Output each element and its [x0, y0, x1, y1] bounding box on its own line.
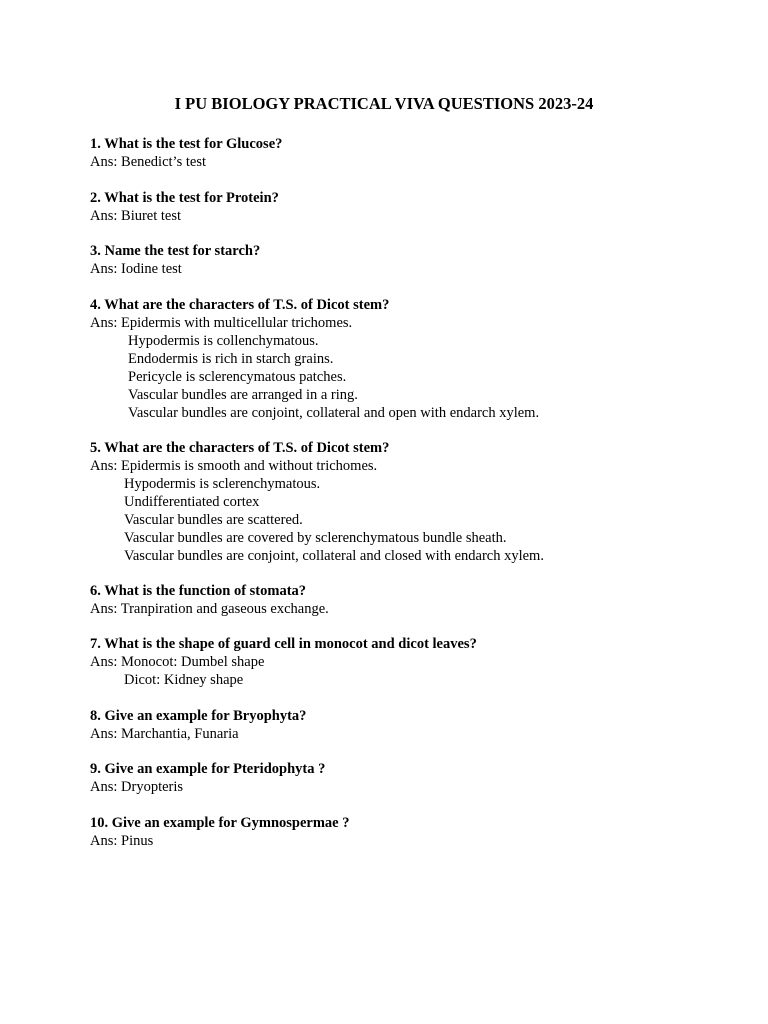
- qa-item-10: [90, 814, 730, 850]
- question-text: 10. Give an example for Gymnospermae ?: [90, 815, 350, 831]
- document-title: I PU BIOLOGY PRACTICAL VIVA QUESTIONS 2023-24: [174, 94, 594, 113]
- qa-item-1: [90, 135, 730, 171]
- answer-text: Ans: Dryopteris: [90, 779, 184, 795]
- question-text: 9. Give an example for Pteridophyta ?: [90, 761, 326, 777]
- answer-continuation-line: Undifferentiated cortex: [124, 494, 260, 510]
- answer-continuation-line: Vascular bundles are covered by sclerenchymatous bundle sheath.: [124, 530, 507, 546]
- answer-continuation-line: Vascular bundles are conjoint, collateral and closed with endarch xylem.: [124, 548, 544, 564]
- question-text: 6. What is the function of stomata?: [90, 583, 307, 599]
- qa-item-2: [90, 189, 730, 225]
- answer-text: Ans: Iodine test: [90, 261, 182, 277]
- answer-continuation-line: Vascular bundles are arranged in a ring.: [128, 387, 358, 403]
- answer-text: Ans: Tranpiration and gaseous exchange.: [90, 601, 329, 617]
- answer-text: Ans: Epidermis is smooth and without trichomes.: [90, 458, 378, 474]
- answer-continuation-line: Dicot: Kidney shape: [124, 672, 244, 688]
- question-text: 3. Name the test for starch?: [90, 243, 261, 259]
- qa-item-8: [90, 707, 730, 743]
- answer-text: Ans: Benedict’s test: [90, 154, 206, 170]
- answer-continuation-line: Vascular bundles are conjoint, collateral and open with endarch xylem.: [128, 405, 540, 421]
- answer-continuation-line: Endodermis is rich in starch grains.: [128, 351, 334, 367]
- question-text: 4. What are the characters of T.S. of Dicot stem?: [90, 297, 390, 313]
- answer-continuation-line: Hypodermis is collenchymatous.: [128, 333, 319, 349]
- answer-text: Ans: Monocot: Dumbel shape: [90, 654, 265, 670]
- qa-item-6: [90, 582, 730, 618]
- question-text: 8. Give an example for Bryophyta?: [90, 708, 307, 724]
- answer-text: Ans: Pinus: [90, 833, 154, 849]
- qa-item-7: [90, 635, 730, 689]
- question-text: 7. What is the shape of guard cell in monocot and dicot leaves?: [90, 636, 477, 652]
- qa-item-5: [90, 439, 730, 565]
- qa-item-3: [90, 242, 730, 278]
- answer-continuation-line: Hypodermis is sclerenchymatous.: [124, 476, 321, 492]
- answer-text: Ans: Biuret test: [90, 208, 182, 224]
- question-text: 5. What are the characters of T.S. of Dicot stem?: [90, 440, 390, 456]
- answer-text: Ans: Marchantia, Funaria: [90, 726, 239, 742]
- qa-item-4: [90, 296, 730, 422]
- answer-text: Ans: Epidermis with multicellular trichomes.: [90, 315, 353, 331]
- question-text: 2. What is the test for Protein?: [90, 190, 279, 206]
- answer-continuation-line: Pericycle is sclerencymatous patches.: [128, 369, 347, 385]
- question-text: 1. What is the test for Glucose?: [90, 136, 283, 152]
- qa-item-9: [90, 760, 730, 796]
- answer-continuation-line: Vascular bundles are scattered.: [124, 512, 303, 528]
